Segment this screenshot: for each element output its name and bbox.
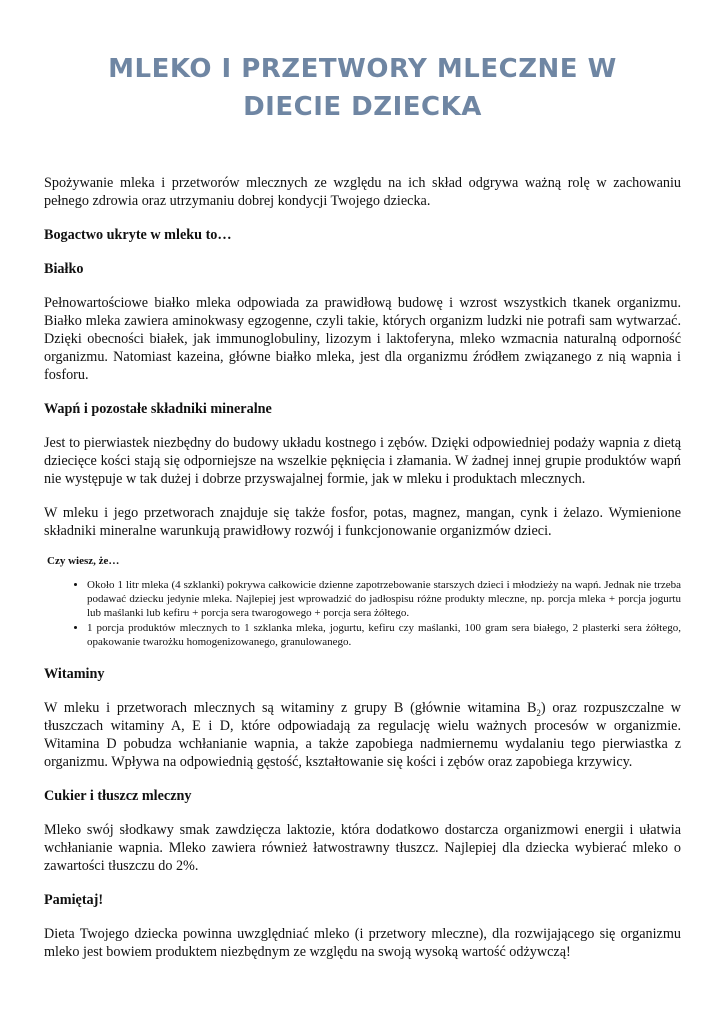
bialko-paragraph: Pełnowartościowe białko mleka odpowiada za prawidłową budowę i wzrost wszystkich tkanek organizmu. Białko mleka zawiera aminokwasy egzogenne, czyli takie, których organizm ludzki nie potrafi sam wytwarzać. Dzięki obecności białek, jak immunoglobuliny, lizozym i laktoferyna, mleko wzmacnia naturalną odporność organizmu. Natomiast kazeina, główne białko mleka, jest dla organizmu źródłem związanego z nią wapnia i fosforu.	[44, 295, 681, 383]
witaminy-heading: Witaminy	[44, 666, 105, 682]
cukier-heading: Cukier i tłuszcz mleczny	[44, 788, 192, 804]
wapn-paragraph-2: W mleku i jego przetworach znajduje się także fosfor, potas, magnez, mangan, cynk i żelazo. Wymienione składniki mineralne warunkują prawidłowy rozwój i funkcjonowanie organizmów dzieci.	[44, 505, 681, 539]
list-item: • 1 porcja produktów mlecznych to 1 szklanka mleka, jogurtu, kefiru czy maślanki, 100 gram sera białego, 2 plasterki sera żółtego, opakowanie twarożku homogenizowanego, granulowanego.	[87, 621, 681, 649]
witaminy-paragraph	[44, 699, 681, 771]
pamietaj-paragraph: Dieta Twojego dziecka powinna uwzględniać mleko (i przetwory mleczne), dla rozwijającego się organizmu mleko jest bowiem produktem niezbędnym ze względu na swoją wysoką wartość odżywczą!	[44, 926, 681, 960]
list-item: • Około 1 litr mleka (4 szklanki) pokrywa całkowicie dzienne zapotrzebowanie starszych dzieci i młodzieży na wapń. Jednak nie trzeba podawać dziecku jedynie mleka. Najlepiej jest wprowadzić do jadłospisu różne produkty mleczne, np. porcja mleka + porcja jogurtu lub maślanki lub kefiru + porcja sera twarogowego + porcja sera żółtego.	[87, 578, 681, 620]
bialko-heading: Białko	[44, 261, 84, 277]
wapn-paragraph-1: Jest to pierwiastek niezbędny do budowy układu kostnego i zębów. Dzięki odpowiedniej podaży wapnia z dietą dziecięce kości stają się odporniejsze na wszelkie pęknięcia i złamania. W żadnej innej grupie produktów wapń nie występuje w tak dużej i dobrze przyswajalnej formie, jak w mleku i produktach mlecznych.	[44, 435, 681, 487]
cukier-paragraph: Mleko swój słodkawy smak zawdzięcza laktozie, która dodatkowo dostarcza organizmowi energii i ułatwia wchłanianie wapnia. Mleko zawiera również łatwostrawny tłuszcz. Najlepiej dla dziecka wybierać mleko o zawartości tłuszczu do 2%.	[44, 822, 681, 874]
pamietaj-heading: Pamiętaj!	[44, 892, 104, 908]
czy-wiesz-list	[44, 578, 681, 649]
page-title	[44, 0, 681, 126]
czy-wiesz-heading: Czy wiesz, że…	[47, 555, 120, 567]
title-line-2: DIECIE DZIECKA	[243, 92, 482, 122]
bogactwo-heading: Bogactwo ukryte w mleku to…	[44, 227, 232, 243]
wapn-heading: Wapń i pozostałe składniki mineralne	[44, 401, 272, 417]
witaminy-text-b: ) oraz rozpuszczalne w tłuszczach witaminy A, E i D, które odpowiadają za regulację wielu ważnych procesów w organizmie. Witamina D pobudza wchłanianie wapnia, a także zapobiega nadmiernemu wydalaniu tego pierwiastka z organizmu. Wpływa na odpowiednią gęstość, kształtowanie się kości i zębów oraz zapobiega krzywicy.	[44, 700, 681, 770]
witaminy-subscript: 2	[536, 707, 541, 718]
intro-paragraph: Spożywanie mleka i przetworów mlecznych ze względu na ich skład odgrywa ważną rolę w zachowaniu pełnego zdrowia oraz utrzymaniu dobrej kondycji Twojego dziecka.	[44, 175, 681, 209]
witaminy-text-a: W mleku i przetworach mlecznych są witaminy z grupy B (głównie witamina B	[44, 700, 537, 716]
title-line-1: MLEKO I PRZETWORY MLECZNE W	[108, 54, 617, 84]
